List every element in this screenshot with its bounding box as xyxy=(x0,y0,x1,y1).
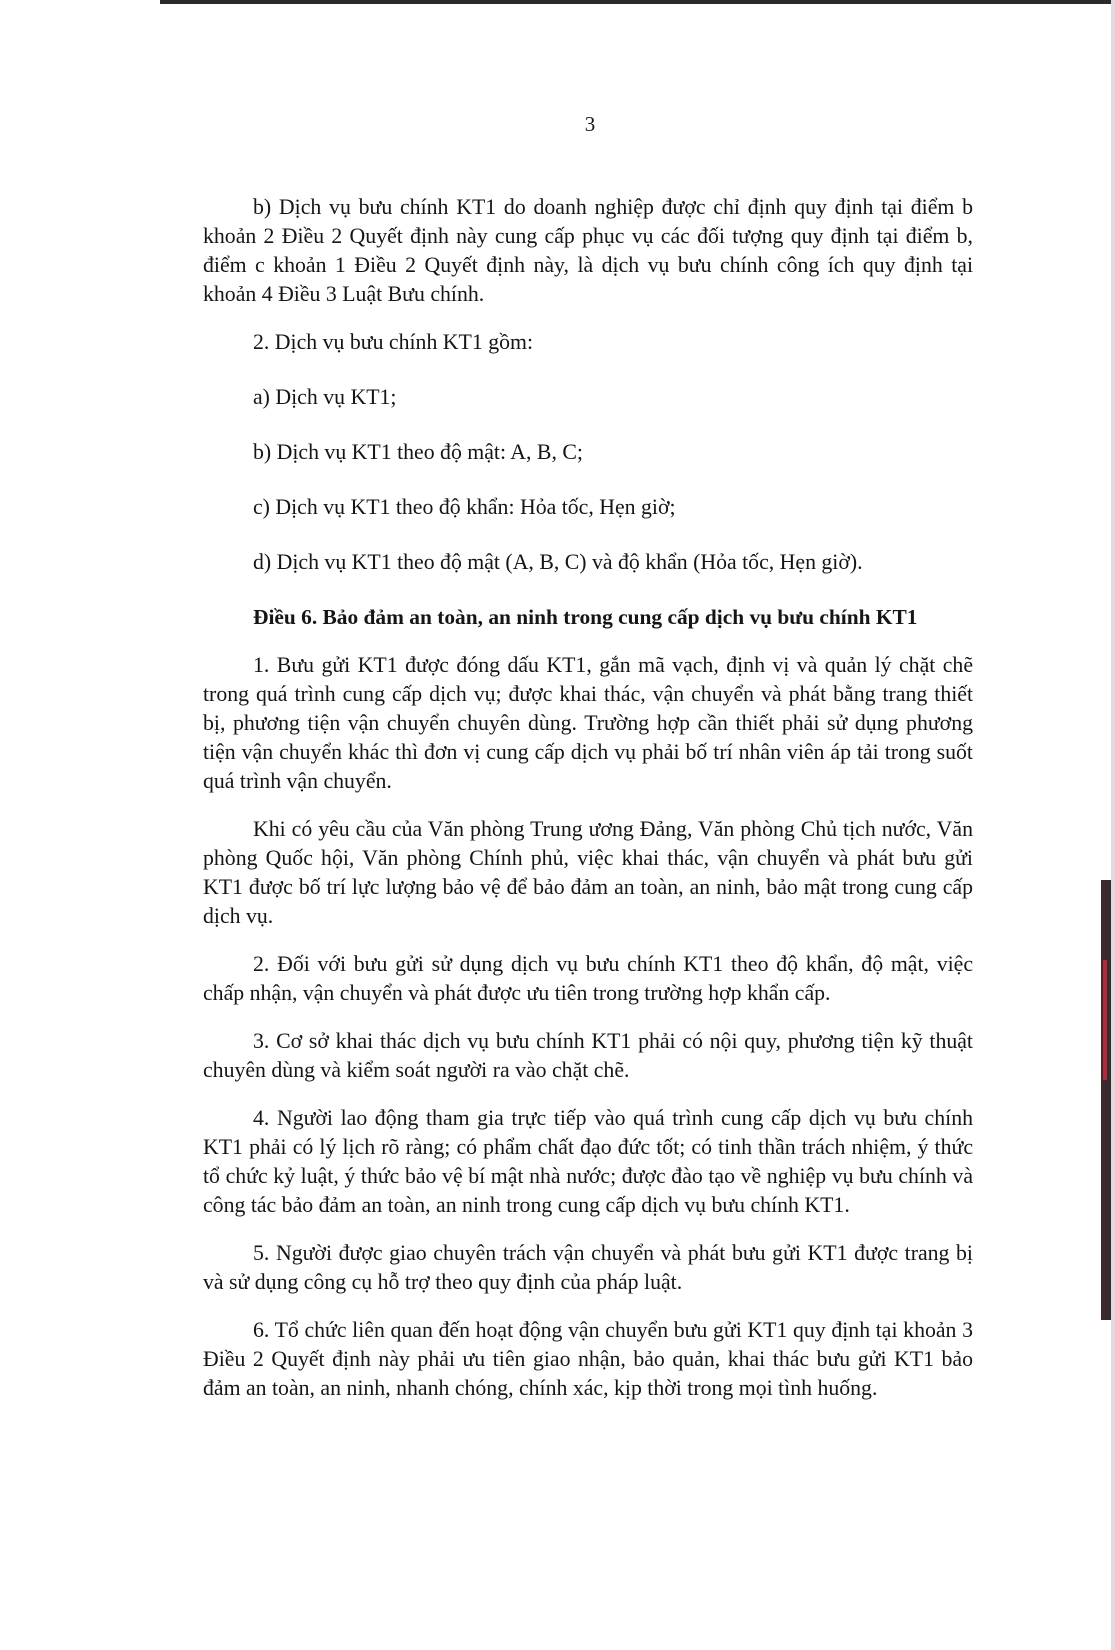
list-item-a: a) Dịch vụ KT1; xyxy=(253,385,397,409)
article-6-heading: Điều 6. Bảo đảm an toàn, an ninh trong cung cấp dịch vụ bưu chính KT1 xyxy=(253,605,918,629)
page-number: 3 xyxy=(584,112,596,136)
list-item-d: d) Dịch vụ KT1 theo độ mật (A, B, C) và độ khẩn (Hỏa tốc, Hẹn giờ). xyxy=(253,550,863,574)
paragraph-clause-5: 5. Người được giao chuyên trách vận chuyển và phát bưu gửi KT1 được trang bị và sử dụng công cụ hỗ trợ theo quy định của pháp luật. xyxy=(203,1241,973,1294)
paragraph-clause-1-continued: Khi có yêu cầu của Văn phòng Trung ương Đảng, Văn phòng Chủ tịch nước, Văn phòng Quốc hội, Văn phòng Chính phủ, việc khai thác, vận chuyển và phát bưu gửi KT1 được bố trí lực lượng bảo vệ để bảo đảm an toàn, an ninh, bảo mật trong cung cấp dịch vụ. xyxy=(203,817,973,928)
paragraph-clause-4: 4. Người lao động tham gia trực tiếp vào quá trình cung cấp dịch vụ bưu chính KT1 phải có lý lịch rõ ràng; có phẩm chất đạo đức tốt; có tinh thần trách nhiệm, ý thức tổ chức kỷ luật, ý thức bảo vệ bí mật nhà nước; được đào tạo về nghiệp vụ bưu chính và công tác bảo đảm an toàn, an ninh trong cung cấp dịch vụ bưu chính KT1. xyxy=(203,1106,973,1217)
list-item-b: b) Dịch vụ KT1 theo độ mật: A, B, C; xyxy=(253,440,583,464)
document-body xyxy=(203,193,973,1422)
paragraph-clause-3: 3. Cơ sở khai thác dịch vụ bưu chính KT1 phải có nội quy, phương tiện kỹ thuật chuyên dùng và kiểm soát người ra vào chặt chẽ. xyxy=(203,1029,973,1082)
paragraph-clause-2: 2. Đối với bưu gửi sử dụng dịch vụ bưu chính KT1 theo độ khẩn, độ mật, việc chấp nhận, vận chuyển và phát được ưu tiên trong trường hợp khẩn cấp. xyxy=(203,952,973,1005)
paragraph-service-b: b) Dịch vụ bưu chính KT1 do doanh nghiệp được chỉ định quy định tại điểm b khoản 2 Điều 2 Quyết định này cung cấp phục vụ các đối tượng quy định tại điểm b, điểm c khoản 1 Điều 2 Quyết định này, là dịch vụ bưu chính công ích quy định tại khoản 4 Điều 3 Luật Bưu chính. xyxy=(203,195,973,306)
paragraph-services-list-intro: 2. Dịch vụ bưu chính KT1 gồm: xyxy=(253,330,534,354)
paragraph-clause-6: 6. Tổ chức liên quan đến hoạt động vận chuyển bưu gửi KT1 quy định tại khoản 3 Điều 2 Quyết định này phải ưu tiên giao nhận, bảo quản, khai thác bưu gửi KT1 bảo đảm an toàn, an ninh, nhanh chóng, chính xác, kịp thời trong mọi tình huống. xyxy=(203,1318,973,1400)
paragraph-clause-1: 1. Bưu gửi KT1 được đóng dấu KT1, gắn mã vạch, định vị và quản lý chặt chẽ trong quá trình cung cấp dịch vụ; được khai thác, vận chuyển và phát bằng trang thiết bị, phương tiện vận chuyển chuyên dùng. Trường hợp cần thiết phải sử dụng phương tiện vận chuyển khác thì đơn vị cung cấp dịch vụ phải bố trí nhân viên áp tải trong suốt quá trình vận chuyển. xyxy=(203,653,973,793)
list-item-c: c) Dịch vụ KT1 theo độ khẩn: Hỏa tốc, Hẹn giờ; xyxy=(253,495,676,519)
